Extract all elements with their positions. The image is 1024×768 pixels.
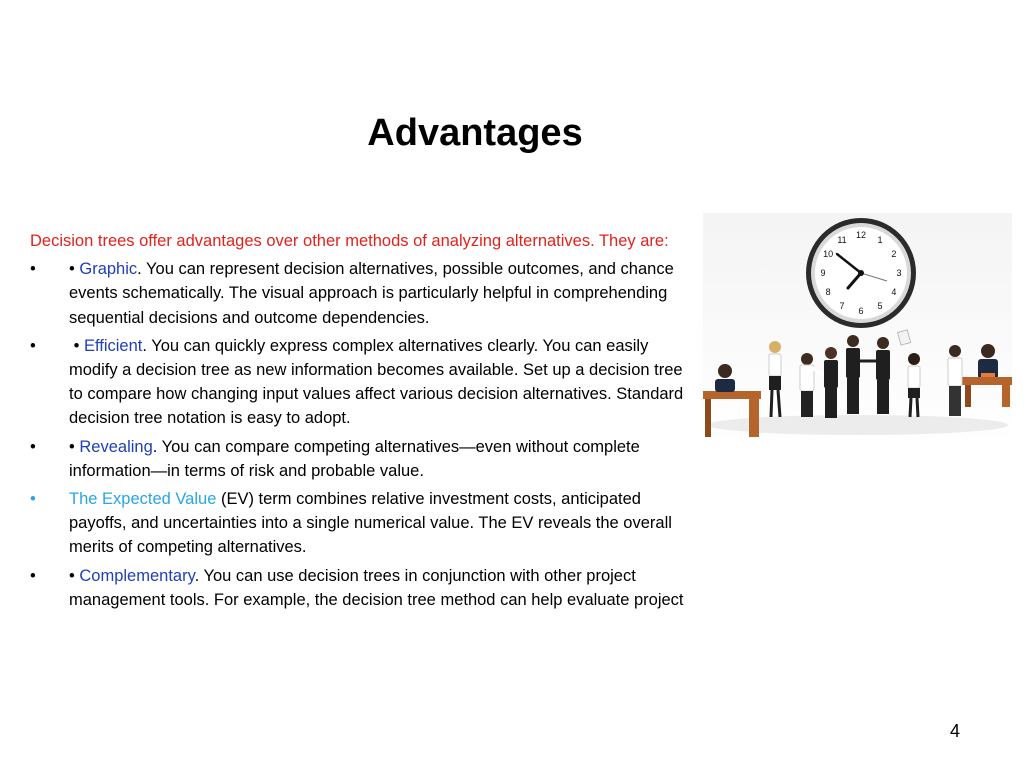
bullet-prefix: • — [69, 566, 80, 585]
bullet-marker: • — [30, 566, 36, 585]
slide-body — [30, 229, 685, 616]
bullet-text: . You can represent decision alternatives, possible outcomes, and chance events schematically. The visual approach is particularly helpful in comprehending sequential decisions and outcome dependencies. — [69, 260, 674, 327]
intro-text: Decision trees offer advantages over other methods of analyzing alternatives. They are: — [30, 232, 669, 250]
clock-numeral: 6 — [858, 306, 864, 316]
clock-numeral: 4 — [891, 287, 897, 297]
term-graphic: Graphic — [79, 260, 138, 279]
clock-numeral: 1 — [877, 235, 883, 246]
clock-icon — [806, 218, 916, 328]
slide-title: Advantages — [367, 112, 583, 154]
term-expected-value: The Expected Value — [69, 490, 217, 509]
list-item — [30, 564, 685, 612]
list-item — [30, 334, 685, 431]
clock-numeral: 2 — [891, 249, 897, 259]
advantages-list — [30, 257, 685, 612]
business-clock-image — [703, 213, 1012, 445]
clock-numeral: 11 — [837, 235, 847, 246]
bullet-marker: • — [30, 437, 36, 456]
bullet-prefix: • — [69, 260, 80, 279]
clock-numeral: 12 — [855, 230, 867, 240]
bullet-marker: • — [30, 490, 36, 509]
term-revealing: Revealing — [79, 437, 153, 456]
list-item — [30, 487, 685, 560]
bullet-marker: • — [30, 260, 36, 279]
bullet-text: . You can use decision trees in conjunction with other project management tools. For example, the decision tree method can help evaluate project — [69, 566, 684, 609]
bullet-marker: • — [30, 336, 36, 355]
term-complementary: Complementary — [79, 566, 195, 585]
clock-numeral: 8 — [825, 287, 831, 297]
clock-numeral: 10 — [823, 249, 834, 259]
clock-numeral: 9 — [820, 268, 826, 278]
bullet-prefix: • — [69, 437, 80, 456]
page-number: 4 — [950, 721, 961, 741]
bullet-text: . You can quickly express complex alternatives clearly. You can easily modify a decision tree as new information becomes available. Set up a decision tree to compare how changing input values affect various decision alternatives. Standard decision tree notation is easy to adopt. — [69, 336, 684, 428]
bullet-text: . You can compare competing alternatives—even without complete information—in terms of risk and probable value. — [69, 437, 640, 480]
clock-numeral: 7 — [839, 300, 845, 311]
bullet-text: (EV) term combines relative investment costs, anticipated payoffs, and uncertainties into a single numerical value. The EV reveals the overall merits of competing alternatives. — [69, 490, 672, 557]
illustration-svg — [703, 213, 1012, 445]
clock-numeral: 5 — [877, 300, 883, 311]
term-efficient: Efficient — [83, 336, 143, 355]
clock-numeral: 3 — [896, 268, 902, 278]
list-item — [30, 435, 685, 483]
bullet-prefix: • — [69, 336, 84, 355]
list-item — [30, 257, 685, 330]
